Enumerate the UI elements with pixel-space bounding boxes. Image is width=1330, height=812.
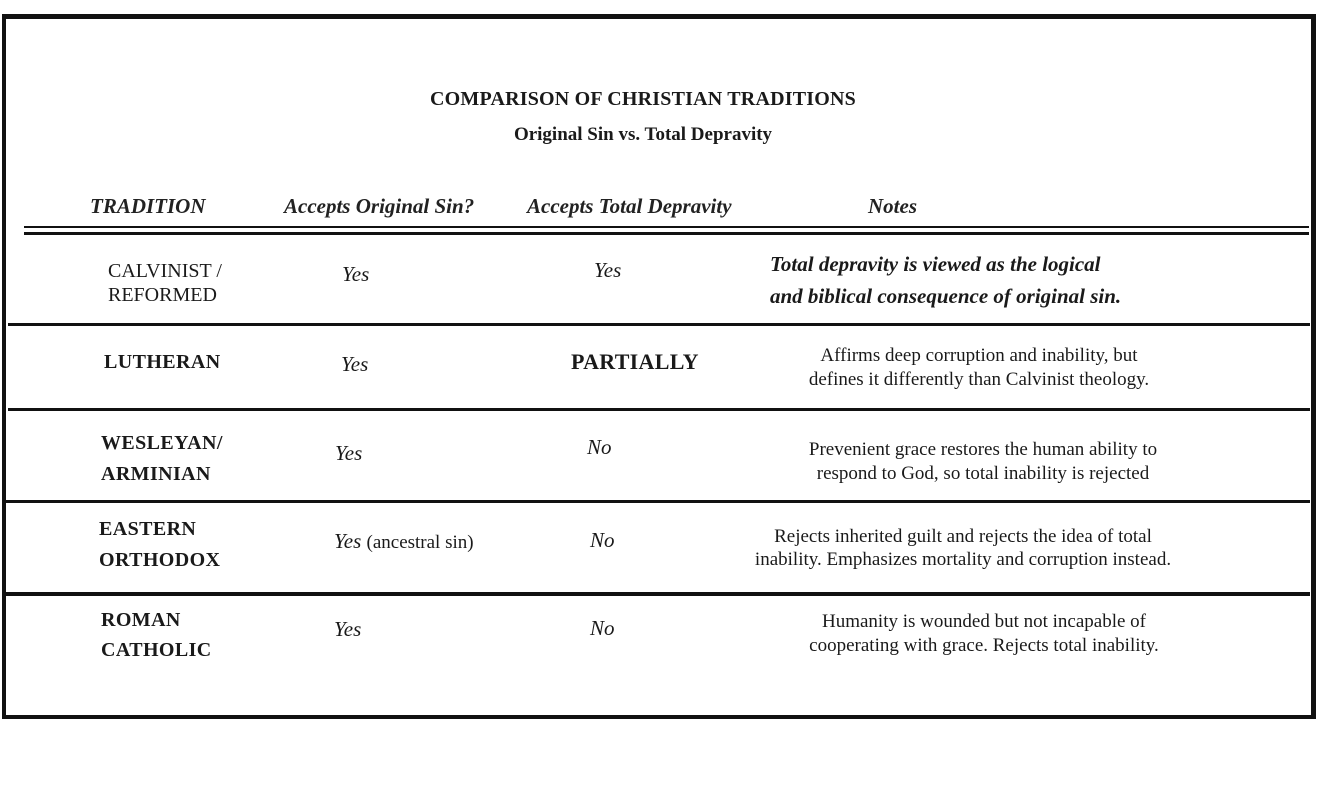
notes-cell bbox=[770, 248, 1121, 312]
column-header-original-sin: Accepts Original Sin? bbox=[284, 194, 475, 218]
total-depravity-cell: No bbox=[587, 435, 612, 459]
tradition-line: CATHOLIC bbox=[101, 639, 212, 661]
tradition-cell bbox=[108, 259, 222, 307]
tradition-line: WESLEYAN/ bbox=[101, 432, 223, 454]
tradition-line: EASTERN bbox=[99, 518, 197, 540]
tradition-cell: LUTHERAN bbox=[104, 351, 221, 373]
tradition-cell bbox=[101, 605, 212, 665]
original-sin-cell bbox=[334, 529, 474, 555]
original-sin-qualifier: (ancestral sin) bbox=[366, 532, 474, 553]
note-line: cooperating with grace. Rejects total inability. bbox=[809, 635, 1159, 656]
note-line: inability. Emphasizes mortality and corruption instead. bbox=[754, 549, 1172, 570]
total-depravity-cell: Yes bbox=[594, 258, 622, 282]
row-divider bbox=[8, 323, 1310, 326]
notes-cell bbox=[717, 525, 1209, 571]
original-sin-cell: Yes bbox=[342, 262, 370, 286]
original-sin-cell: Yes bbox=[335, 441, 363, 465]
note-line: Total depravity is viewed as the logical bbox=[770, 252, 1101, 276]
column-header-notes: Notes bbox=[868, 194, 917, 218]
tradition-cell bbox=[101, 428, 223, 490]
row-divider bbox=[6, 500, 1310, 503]
tradition-line: REFORMED bbox=[108, 284, 217, 306]
notes-cell bbox=[779, 344, 1179, 392]
note-line: Rejects inherited guilt and rejects the idea of total bbox=[774, 526, 1152, 547]
column-header-tradition: TRADITION bbox=[90, 194, 206, 218]
total-depravity-cell: PARTIALLY bbox=[571, 349, 699, 374]
tradition-line: ARMINIAN bbox=[101, 463, 211, 485]
header-divider bbox=[24, 226, 1309, 235]
row-divider bbox=[6, 592, 1310, 596]
note-line: and biblical consequence of original sin. bbox=[770, 284, 1122, 308]
note-line: defines it differently than Calvinist theology. bbox=[808, 369, 1150, 390]
column-header-total-depravity: Accepts Total Depravity bbox=[527, 194, 732, 218]
original-sin-cell: Yes bbox=[341, 352, 369, 376]
note-line: Humanity is wounded but not incapable of bbox=[822, 611, 1146, 632]
note-line: Prevenient grace restores the human ability to bbox=[808, 439, 1158, 460]
tradition-cell bbox=[99, 514, 220, 576]
tradition-line: CALVINIST / bbox=[108, 260, 222, 282]
tradition-line: ROMAN bbox=[101, 609, 181, 631]
tradition-line: ORTHODOX bbox=[99, 549, 221, 571]
note-line: respond to God, so total inability is rejected bbox=[816, 463, 1150, 484]
total-depravity-cell: No bbox=[590, 616, 615, 640]
note-line: Affirms deep corruption and inability, but bbox=[820, 345, 1138, 366]
row-divider bbox=[8, 408, 1310, 411]
notes-cell bbox=[768, 438, 1198, 486]
original-sin-value: Yes bbox=[334, 529, 362, 553]
original-sin-cell: Yes bbox=[334, 617, 362, 641]
notes-cell bbox=[779, 610, 1189, 658]
page-subtitle: Original Sin vs. Total Depravity bbox=[513, 124, 773, 145]
page-title: COMPARISON OF CHRISTIAN TRADITIONS bbox=[430, 88, 856, 110]
total-depravity-cell: No bbox=[590, 528, 615, 552]
